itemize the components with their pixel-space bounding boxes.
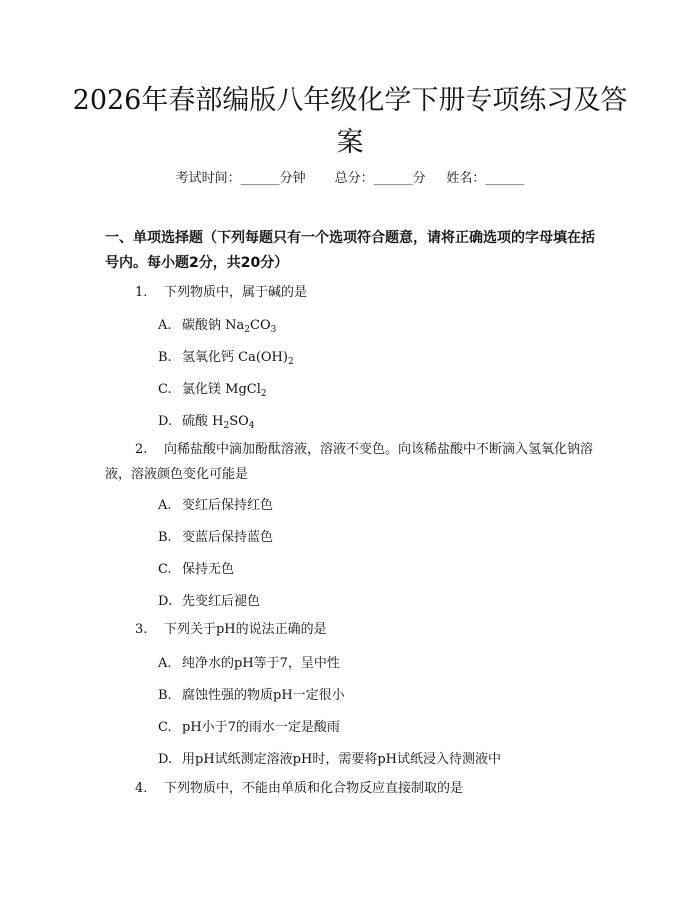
option-text: 变红后保持红色 [182, 498, 274, 513]
option-2c [158, 558, 628, 577]
option-text: 腐蚀性强的物质pH一定很小 [182, 688, 345, 703]
option-text: 氢氧化钙 Ca(OH) [182, 350, 288, 365]
subscript: 3 [270, 325, 277, 335]
option-1d [158, 410, 628, 429]
option-letter: B. [158, 350, 172, 365]
document-title: 2026年春部编版八年级化学下册专项练习及答案 [72, 85, 628, 158]
option-letter: C. [158, 382, 172, 397]
option-text: 用pH试纸测定溶液pH时，需要将pH试纸浸入待测液中 [182, 752, 501, 767]
option-3b [158, 684, 628, 703]
option-letter: D. [158, 414, 173, 429]
question-number: 1. [135, 285, 148, 300]
option-3a [158, 652, 628, 671]
question-2 [105, 437, 605, 487]
option-text-part: SO [229, 414, 249, 429]
question-text: 下列物质中，不能由单质和化合物反应直接制取的是 [163, 781, 463, 796]
option-2b [158, 526, 628, 545]
name-label: 姓名： [446, 171, 486, 186]
option-letter: D. [158, 752, 173, 767]
option-letter: C. [158, 562, 172, 577]
option-letter: B. [158, 530, 172, 545]
option-letter: A. [158, 498, 172, 513]
question-4 [105, 776, 605, 801]
option-letter: D. [158, 594, 173, 609]
option-2a [158, 494, 628, 513]
option-letter: C. [158, 720, 172, 735]
question-text: 向稀盐酸中滴加酚酞溶液，溶液不变色。向该稀盐酸中不断滴入氢氧化钠溶液，溶液颜色变化可能是 [105, 442, 593, 482]
option-1c [158, 378, 628, 397]
exam-info-line [0, 167, 700, 186]
question-number: 3. [135, 622, 148, 637]
option-text: 变蓝后保持蓝色 [182, 530, 274, 545]
subscript: 2 [244, 325, 250, 335]
option-3c [158, 716, 628, 735]
option-text: 硫酸 H [182, 414, 224, 429]
question-number: 2. [135, 442, 148, 457]
option-letter: B. [158, 688, 172, 703]
subscript: 2 [287, 357, 294, 367]
subscript: 4 [248, 421, 255, 431]
question-text: 下列物质中，属于碱的是 [163, 285, 307, 300]
question-3 [105, 617, 605, 642]
time-unit: 分钟 [279, 171, 306, 186]
time-label: 考试时间： [175, 171, 241, 186]
option-1a [158, 314, 628, 333]
option-text: 氯化镁 MgCl [182, 382, 261, 397]
option-3d [158, 748, 628, 767]
option-text: 碳酸钠 Na [182, 318, 245, 333]
section-heading: 一、单项选择题（下列每题只有一个选项符合题意，请将正确选项的字母填在括号内。每小题2分，共20分） [105, 230, 595, 271]
option-text: 先变红后褪色 [182, 594, 261, 609]
score-unit: 分 [412, 171, 426, 186]
option-1b [158, 346, 628, 365]
question-text: 下列关于pH的说法正确的是 [163, 622, 327, 637]
question-1 [105, 280, 605, 305]
option-text: pH小于7的雨水一定是酸雨 [182, 720, 340, 735]
option-2d [158, 590, 628, 609]
option-text: 纯净水的pH等于7，呈中性 [182, 656, 340, 671]
option-text: 保持无色 [182, 562, 235, 577]
option-text-part: CO [250, 318, 271, 333]
name-blank: ______ [485, 171, 525, 186]
question-number: 4. [135, 781, 148, 796]
subscript: 2 [223, 421, 230, 431]
time-blank: ______ [240, 171, 280, 186]
option-letter: A. [158, 318, 172, 333]
score-label: 总分： [334, 171, 374, 186]
score-blank: ______ [373, 171, 413, 186]
subscript: 2 [260, 389, 267, 399]
option-letter: A. [158, 656, 172, 671]
